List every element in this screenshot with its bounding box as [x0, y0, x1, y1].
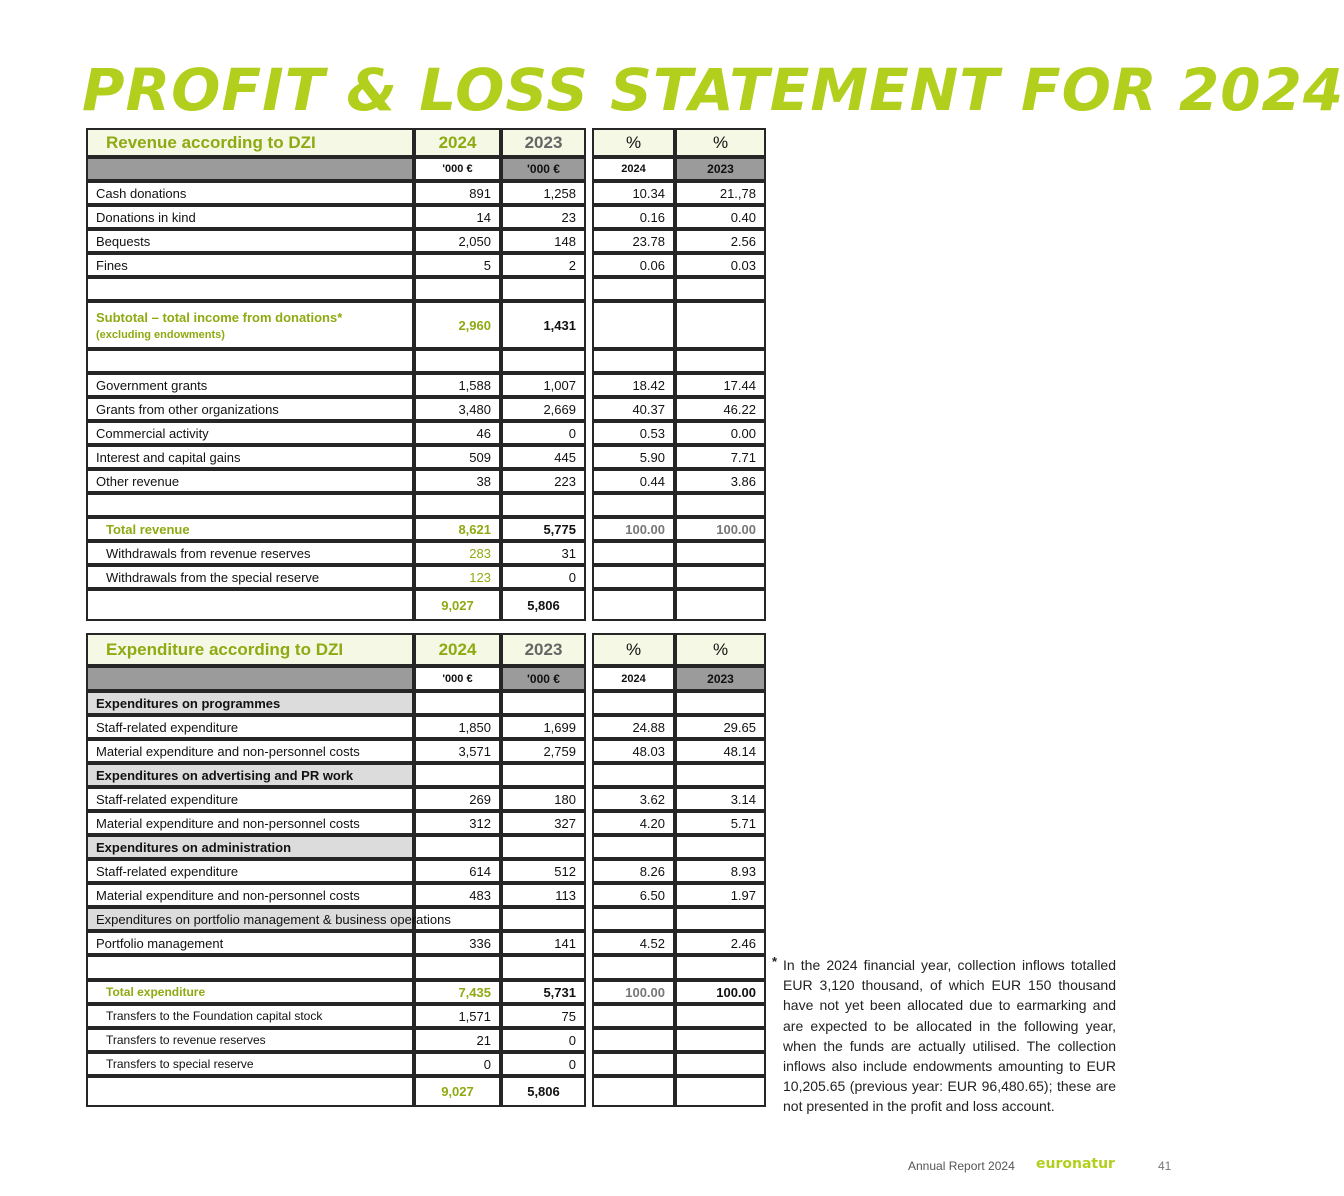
row-label: Material expenditure and non-personnel costs — [86, 883, 414, 907]
pct-2023: 21.,78 — [675, 181, 766, 205]
row-label: Portfolio management — [86, 931, 414, 955]
expenditure-header-row — [86, 633, 766, 666]
subtotal-2024: 2,960 — [414, 301, 501, 349]
total-expenditure-2024: 7,435 — [414, 980, 501, 1004]
value-2023: 148 — [501, 229, 586, 253]
value-2023: 327 — [501, 811, 586, 835]
category-label: Expenditures on portfolio management & business operations — [86, 907, 414, 931]
empty-row — [86, 955, 766, 980]
table-row — [86, 859, 766, 883]
table-row — [86, 469, 766, 493]
value-2024: 312 — [414, 811, 501, 835]
value-2023: 31 — [501, 541, 586, 565]
unit-2024: '000 € — [414, 157, 501, 181]
category-row — [86, 907, 766, 931]
empty-row — [86, 493, 766, 517]
pct-2024: 24.88 — [592, 715, 675, 739]
value-2024: 38 — [414, 469, 501, 493]
pct-2024: 0.06 — [592, 253, 675, 277]
value-2023: 141 — [501, 931, 586, 955]
pct-2024: 18.42 — [592, 373, 675, 397]
value-2024: 614 — [414, 859, 501, 883]
expenditure-header-pct-2023: % — [675, 633, 766, 666]
pct-2023: 3.86 — [675, 469, 766, 493]
table-row — [86, 565, 766, 589]
row-label: Commercial activity — [86, 421, 414, 445]
table-row — [86, 715, 766, 739]
expenditure-unit-row — [86, 666, 766, 691]
value-2023: 223 — [501, 469, 586, 493]
category-label: Expenditures on advertising and PR work — [86, 763, 414, 787]
subtotal-2023: 1,431 — [501, 301, 586, 349]
row-label: Cash donations — [86, 181, 414, 205]
row-label: Withdrawals from the special reserve — [86, 565, 414, 589]
value-2024: 21 — [414, 1028, 501, 1052]
value-2024: 336 — [414, 931, 501, 955]
value-2023: 1,258 — [501, 181, 586, 205]
row-label: Material expenditure and non-personnel costs — [86, 811, 414, 835]
pct-2023: 2.56 — [675, 229, 766, 253]
table-row — [86, 883, 766, 907]
value-2023: 2,669 — [501, 397, 586, 421]
revenue-header-row — [86, 128, 766, 157]
pct-2023: 0.40 — [675, 205, 766, 229]
row-label: Donations in kind — [86, 205, 414, 229]
revenue-header-2024: 2024 — [414, 128, 501, 157]
value-2023: 113 — [501, 883, 586, 907]
grand-total-row — [86, 1076, 766, 1107]
table-row — [86, 397, 766, 421]
pct-2024: 3.62 — [592, 787, 675, 811]
value-2023: 2 — [501, 253, 586, 277]
pct-2023: 17.44 — [675, 373, 766, 397]
value-2024: 2,050 — [414, 229, 501, 253]
value-2024: 509 — [414, 445, 501, 469]
unit-2023: '000 € — [501, 157, 586, 181]
pct-unit-2024: 2024 — [592, 157, 675, 181]
value-2023: 0 — [501, 1052, 586, 1076]
value-2023: 445 — [501, 445, 586, 469]
value-2024: 14 — [414, 205, 501, 229]
category-row — [86, 691, 766, 715]
row-label: Transfers to revenue reserves — [86, 1028, 414, 1052]
pct-2024: 48.03 — [592, 739, 675, 763]
pct-2024: 0.44 — [592, 469, 675, 493]
pct-2024: 4.20 — [592, 811, 675, 835]
total-expenditure-pct-2024: 100.00 — [592, 980, 675, 1004]
footer-report-title: Annual Report 2024 — [908, 1159, 1015, 1173]
pct-2023: 1.97 — [675, 883, 766, 907]
revenue-header-pct-2024: % — [592, 128, 675, 157]
pct-2024: 23.78 — [592, 229, 675, 253]
pct-2023: 3.14 — [675, 787, 766, 811]
pct-2024: 0.53 — [592, 421, 675, 445]
category-row — [86, 763, 766, 787]
revenue-header-label: Revenue according to DZI — [86, 128, 414, 157]
table-row — [86, 421, 766, 445]
footnote-marker: * — [772, 954, 778, 969]
value-2024: 283 — [414, 541, 501, 565]
pct-2023: 8.93 — [675, 859, 766, 883]
value-2024: 269 — [414, 787, 501, 811]
table-row — [86, 1028, 766, 1052]
page-number: 41 — [1158, 1159, 1172, 1173]
row-label: Other revenue — [86, 469, 414, 493]
pct-2024: 6.50 — [592, 883, 675, 907]
table-row — [86, 931, 766, 955]
table-row — [86, 541, 766, 565]
row-label: Staff-related expenditure — [86, 787, 414, 811]
subtotal-row — [86, 301, 766, 349]
pct-2024: 5.90 — [592, 445, 675, 469]
subtotal-label: Subtotal – total income from donations* — [96, 309, 343, 325]
empty-row — [86, 277, 766, 301]
value-2024: 3,571 — [414, 739, 501, 763]
unit-2023: '000 € — [501, 666, 586, 691]
unit-2024: '000 € — [414, 666, 501, 691]
grand-total-2023: 5,806 — [501, 1076, 586, 1107]
table-row — [86, 205, 766, 229]
row-label: Staff-related expenditure — [86, 859, 414, 883]
value-2023: 23 — [501, 205, 586, 229]
value-2024: 1,850 — [414, 715, 501, 739]
total-revenue-pct-2024: 100.00 — [592, 517, 675, 541]
value-2024: 46 — [414, 421, 501, 445]
subtotal-sublabel: (excluding endowments) — [96, 328, 225, 341]
value-2023: 75 — [501, 1004, 586, 1028]
pct-2023: 48.14 — [675, 739, 766, 763]
total-revenue-label: Total revenue — [86, 517, 414, 541]
total-expenditure-label: Total expenditure — [86, 980, 414, 1004]
value-2023: 0 — [501, 1028, 586, 1052]
value-2024: 5 — [414, 253, 501, 277]
category-label: Expenditures on administration — [86, 835, 414, 859]
expenditure-table — [86, 633, 766, 1107]
revenue-unit-row — [86, 157, 766, 181]
total-expenditure-2023: 5,731 — [501, 980, 586, 1004]
total-revenue-2024: 8,621 — [414, 517, 501, 541]
value-2023: 1,007 — [501, 373, 586, 397]
footnote — [772, 955, 1116, 1117]
pct-unit-2024: 2024 — [592, 666, 675, 691]
table-row — [86, 445, 766, 469]
row-label: Transfers to special reserve — [86, 1052, 414, 1076]
pct-unit-2023: 2023 — [675, 157, 766, 181]
value-2024: 483 — [414, 883, 501, 907]
grand-total-row — [86, 589, 766, 621]
pct-2023: 0.00 — [675, 421, 766, 445]
total-revenue-row — [86, 517, 766, 541]
empty-row — [86, 349, 766, 373]
value-2024: 1,588 — [414, 373, 501, 397]
total-revenue-pct-2023: 100.00 — [675, 517, 766, 541]
value-2024: 123 — [414, 565, 501, 589]
value-2023: 180 — [501, 787, 586, 811]
pct-2024: 4.52 — [592, 931, 675, 955]
table-row — [86, 181, 766, 205]
value-2023: 0 — [501, 565, 586, 589]
pct-2023: 7.71 — [675, 445, 766, 469]
euronatur-logo: euronatur — [1036, 1156, 1115, 1172]
value-2024: 3,480 — [414, 397, 501, 421]
table-row — [86, 253, 766, 277]
value-2023: 1,699 — [501, 715, 586, 739]
expenditure-header-pct-2024: % — [592, 633, 675, 666]
category-row — [86, 835, 766, 859]
value-2024: 0 — [414, 1052, 501, 1076]
pct-2023: 2.46 — [675, 931, 766, 955]
pct-2024: 8.26 — [592, 859, 675, 883]
total-expenditure-row — [86, 980, 766, 1004]
table-row — [86, 1004, 766, 1028]
row-label: Transfers to the Foundation capital stock — [86, 1004, 414, 1028]
total-revenue-2023: 5,775 — [501, 517, 586, 541]
value-2023: 0 — [501, 421, 586, 445]
table-row — [86, 739, 766, 763]
row-label: Staff-related expenditure — [86, 715, 414, 739]
row-label: Fines — [86, 253, 414, 277]
revenue-header-2023: 2023 — [501, 128, 586, 157]
expenditure-header-2024: 2024 — [414, 633, 501, 666]
pct-unit-2023: 2023 — [675, 666, 766, 691]
pct-2023: 5.71 — [675, 811, 766, 835]
revenue-header-pct-2023: % — [675, 128, 766, 157]
expenditure-header-label: Expenditure according to DZI — [86, 633, 414, 666]
value-2024: 891 — [414, 181, 501, 205]
row-label: Government grants — [86, 373, 414, 397]
row-label: Interest and capital gains — [86, 445, 414, 469]
row-label: Bequests — [86, 229, 414, 253]
row-label: Grants from other organizations — [86, 397, 414, 421]
value-2023: 2,759 — [501, 739, 586, 763]
total-expenditure-pct-2023: 100.00 — [675, 980, 766, 1004]
grand-total-2024: 9,027 — [414, 589, 501, 621]
pct-2024: 40.37 — [592, 397, 675, 421]
table-row — [86, 229, 766, 253]
pct-2024: 10.34 — [592, 181, 675, 205]
page-title: PROFIT & LOSS STATEMENT FOR 2024 — [82, 56, 1344, 124]
pct-2023: 29.65 — [675, 715, 766, 739]
value-2024: 1,571 — [414, 1004, 501, 1028]
footnote-text: In the 2024 financial year, collection inflows totalled EUR 3,120 thousand, of which EUR 150 thousand have not yet been allocated due to earmarking and are expected to be allocated in the following year, when the funds are actually utilised. The collection inflows also include endowments amounting to EUR 10,205.65 (previous year: EUR 96,480.65); these are not presented in the profit and loss account. — [783, 957, 1116, 1115]
expenditure-header-2023: 2023 — [501, 633, 586, 666]
grand-total-2023: 5,806 — [501, 589, 586, 621]
table-row — [86, 373, 766, 397]
table-row — [86, 1052, 766, 1076]
pct-2023: 0.03 — [675, 253, 766, 277]
table-row — [86, 787, 766, 811]
pct-2023: 46.22 — [675, 397, 766, 421]
category-label: Expenditures on programmes — [86, 691, 414, 715]
row-label: Material expenditure and non-personnel costs — [86, 739, 414, 763]
table-row — [86, 811, 766, 835]
value-2023: 512 — [501, 859, 586, 883]
grand-total-2024: 9,027 — [414, 1076, 501, 1107]
pct-2024: 0.16 — [592, 205, 675, 229]
revenue-table — [86, 128, 766, 621]
row-label: Withdrawals from revenue reserves — [86, 541, 414, 565]
